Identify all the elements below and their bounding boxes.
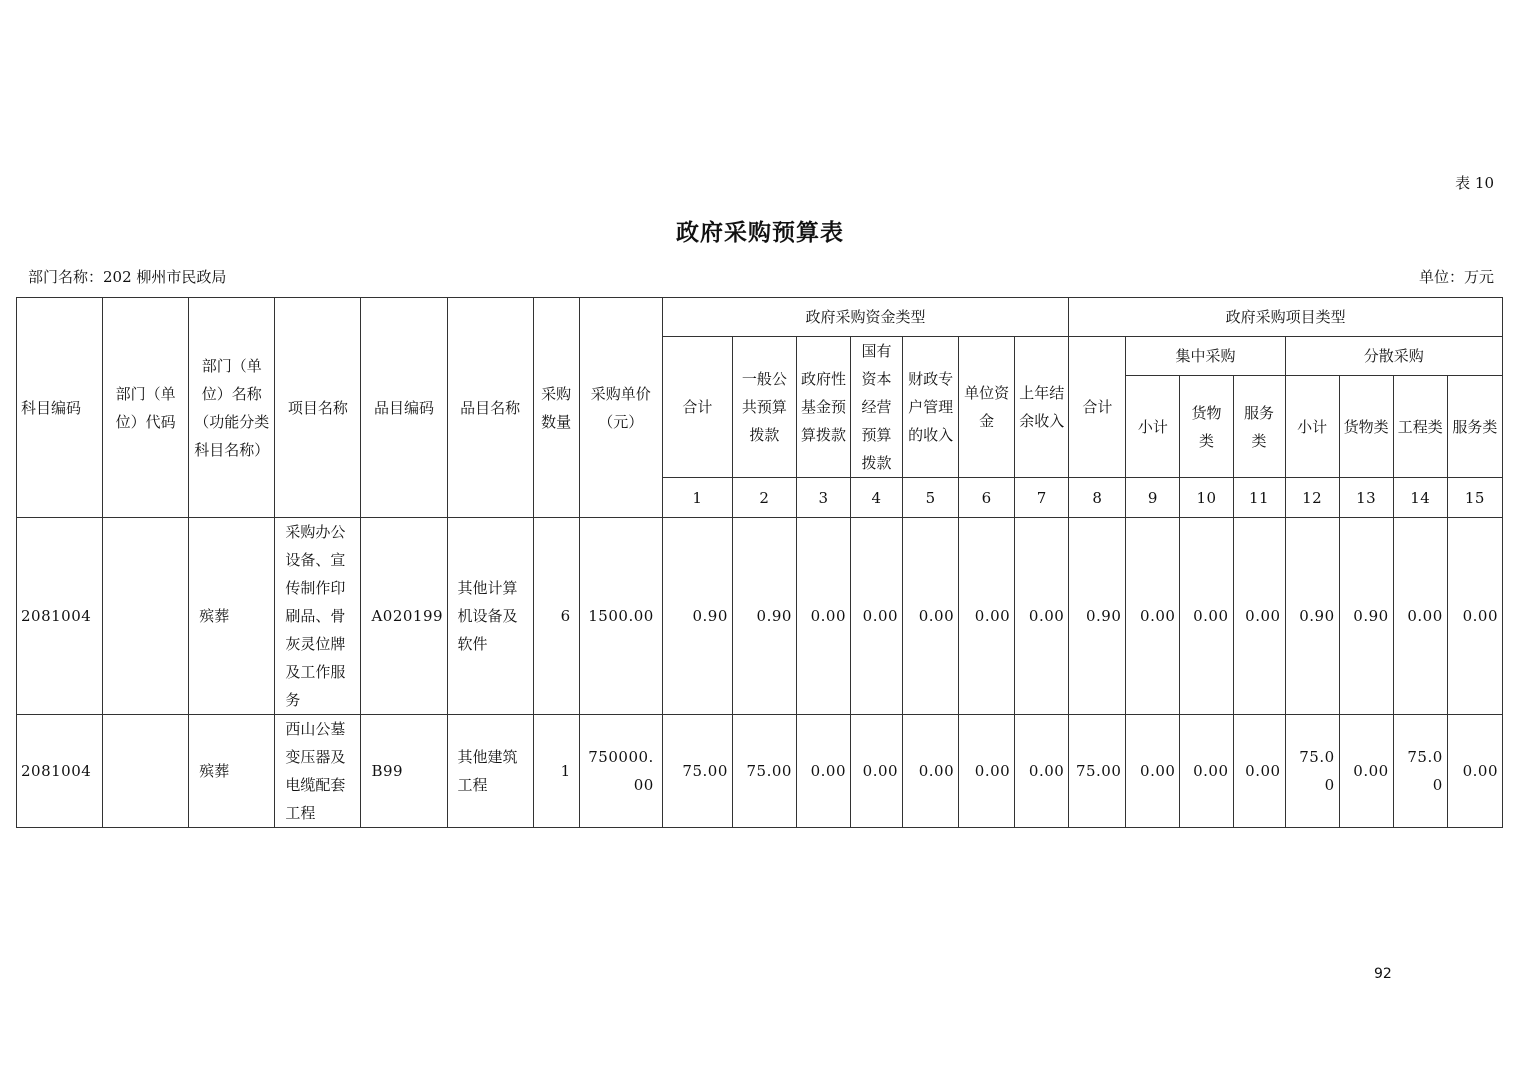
header-unit-funds: 单位资金 bbox=[959, 337, 1015, 478]
cell-value-1: 0.90 bbox=[662, 518, 732, 715]
col-number-14: 14 bbox=[1393, 478, 1447, 518]
header-state-capital-budget: 国有资本经营预算拨款 bbox=[851, 337, 903, 478]
cell-value-2: 0.90 bbox=[732, 518, 796, 715]
page-number: 92 bbox=[1374, 966, 1392, 982]
header-fund-type-group: 政府采购资金类型 bbox=[662, 298, 1069, 337]
col-number-3: 3 bbox=[796, 478, 850, 518]
cell-value-4: 0.00 bbox=[851, 715, 903, 828]
cell-subject-code: 2081004 bbox=[17, 518, 103, 715]
department-name: 部门名称：202 柳州市民政局 bbox=[28, 268, 227, 286]
cell-value-7: 0.00 bbox=[1015, 715, 1069, 828]
table-row bbox=[17, 715, 1503, 828]
cell-value-3: 0.00 bbox=[796, 518, 850, 715]
cell-item-name: 其他建筑工程 bbox=[447, 715, 533, 828]
header-unit-price: 采购单价（元） bbox=[579, 298, 662, 518]
cell-subject-code: 2081004 bbox=[17, 715, 103, 828]
header-quantity: 采购数量 bbox=[533, 298, 579, 518]
header-subject-code: 科目编码 bbox=[17, 298, 103, 518]
header-dept-code: 部门（单位）代码 bbox=[103, 298, 189, 518]
col-number-9: 9 bbox=[1126, 478, 1180, 518]
header-item-code: 品目编码 bbox=[361, 298, 447, 518]
cell-item-code: B99 bbox=[361, 715, 447, 828]
cell-value-10: 0.00 bbox=[1180, 715, 1233, 828]
header-fiscal-special-income: 财政专户管理的收入 bbox=[903, 337, 959, 478]
col-number-6: 6 bbox=[959, 478, 1015, 518]
cell-value-8: 0.90 bbox=[1069, 518, 1126, 715]
cell-project-name: 采购办公设备、宣传制作印刷品、骨灰灵位牌及工作服务 bbox=[275, 518, 361, 715]
header-prior-year-balance: 上年结余收入 bbox=[1015, 337, 1069, 478]
cell-value-8: 75.00 bbox=[1069, 715, 1126, 828]
header-c-services: 服务类 bbox=[1233, 376, 1285, 478]
cell-dept-code bbox=[103, 518, 189, 715]
cell-value-6: 0.00 bbox=[959, 518, 1015, 715]
table-row bbox=[17, 518, 1503, 715]
col-number-13: 13 bbox=[1339, 478, 1393, 518]
cell-value-12: 75.00 bbox=[1285, 715, 1339, 828]
cell-value-6: 0.00 bbox=[959, 715, 1015, 828]
cell-value-13: 0.90 bbox=[1339, 518, 1393, 715]
cell-unit-price: 1500.00 bbox=[579, 518, 662, 715]
header-c-goods: 货物类 bbox=[1180, 376, 1233, 478]
cell-project-name: 西山公墓变压器及电缆配套工程 bbox=[275, 715, 361, 828]
cell-value-3: 0.00 bbox=[796, 715, 850, 828]
header-centralized: 集中采购 bbox=[1126, 337, 1285, 376]
cell-quantity: 1 bbox=[533, 715, 579, 828]
cell-dept-name: 殡葬 bbox=[189, 715, 275, 828]
header-project-total: 合计 bbox=[1069, 337, 1126, 478]
header-fund-total: 合计 bbox=[662, 337, 732, 478]
header-d-engineering: 工程类 bbox=[1393, 376, 1447, 478]
cell-value-1: 75.00 bbox=[662, 715, 732, 828]
cell-value-5: 0.00 bbox=[903, 715, 959, 828]
col-number-7: 7 bbox=[1015, 478, 1069, 518]
col-number-12: 12 bbox=[1285, 478, 1339, 518]
header-c-subtotal: 小计 bbox=[1126, 376, 1180, 478]
header-general-budget: 一般公共预算拨款 bbox=[732, 337, 796, 478]
col-number-4: 4 bbox=[851, 478, 903, 518]
cell-value-9: 0.00 bbox=[1126, 715, 1180, 828]
unit-label: 单位：万元 bbox=[1418, 268, 1494, 286]
cell-value-11: 0.00 bbox=[1233, 715, 1285, 828]
cell-value-2: 75.00 bbox=[732, 715, 796, 828]
page-title: 政府采购预算表 bbox=[676, 219, 844, 246]
cell-value-12: 0.90 bbox=[1285, 518, 1339, 715]
header-dept-name: 部门（单位）名称（功能分类科目名称） bbox=[189, 298, 275, 518]
col-number-2: 2 bbox=[732, 478, 796, 518]
cell-dept-name: 殡葬 bbox=[189, 518, 275, 715]
cell-value-9: 0.00 bbox=[1126, 518, 1180, 715]
header-decentralized: 分散采购 bbox=[1285, 337, 1502, 376]
header-project-type-group: 政府采购项目类型 bbox=[1069, 298, 1503, 337]
cell-dept-code bbox=[103, 715, 189, 828]
cell-item-name: 其他计算机设备及软件 bbox=[447, 518, 533, 715]
cell-value-15: 0.00 bbox=[1447, 715, 1502, 828]
cell-value-7: 0.00 bbox=[1015, 518, 1069, 715]
col-number-10: 10 bbox=[1180, 478, 1233, 518]
header-item-name: 品目名称 bbox=[447, 298, 533, 518]
header-project-name: 项目名称 bbox=[275, 298, 361, 518]
header-gov-fund-budget: 政府性基金预算拨款 bbox=[796, 337, 850, 478]
cell-value-15: 0.00 bbox=[1447, 518, 1502, 715]
cell-unit-price: 750000.00 bbox=[579, 715, 662, 828]
col-number-15: 15 bbox=[1447, 478, 1502, 518]
header-d-subtotal: 小计 bbox=[1285, 376, 1339, 478]
cell-value-14: 0.00 bbox=[1393, 518, 1447, 715]
cell-value-10: 0.00 bbox=[1180, 518, 1233, 715]
cell-value-5: 0.00 bbox=[903, 518, 959, 715]
header-d-goods: 货物类 bbox=[1339, 376, 1393, 478]
col-number-11: 11 bbox=[1233, 478, 1285, 518]
col-number-1: 1 bbox=[662, 478, 732, 518]
cell-item-code: A020199 bbox=[361, 518, 447, 715]
cell-value-13: 0.00 bbox=[1339, 715, 1393, 828]
col-number-5: 5 bbox=[903, 478, 959, 518]
cell-value-11: 0.00 bbox=[1233, 518, 1285, 715]
header-d-services: 服务类 bbox=[1447, 376, 1502, 478]
procurement-budget-table bbox=[16, 297, 1503, 828]
cell-value-14: 75.00 bbox=[1393, 715, 1447, 828]
table-number: 表 10 bbox=[1455, 174, 1494, 192]
cell-value-4: 0.00 bbox=[851, 518, 903, 715]
cell-quantity: 6 bbox=[533, 518, 579, 715]
col-number-8: 8 bbox=[1069, 478, 1126, 518]
